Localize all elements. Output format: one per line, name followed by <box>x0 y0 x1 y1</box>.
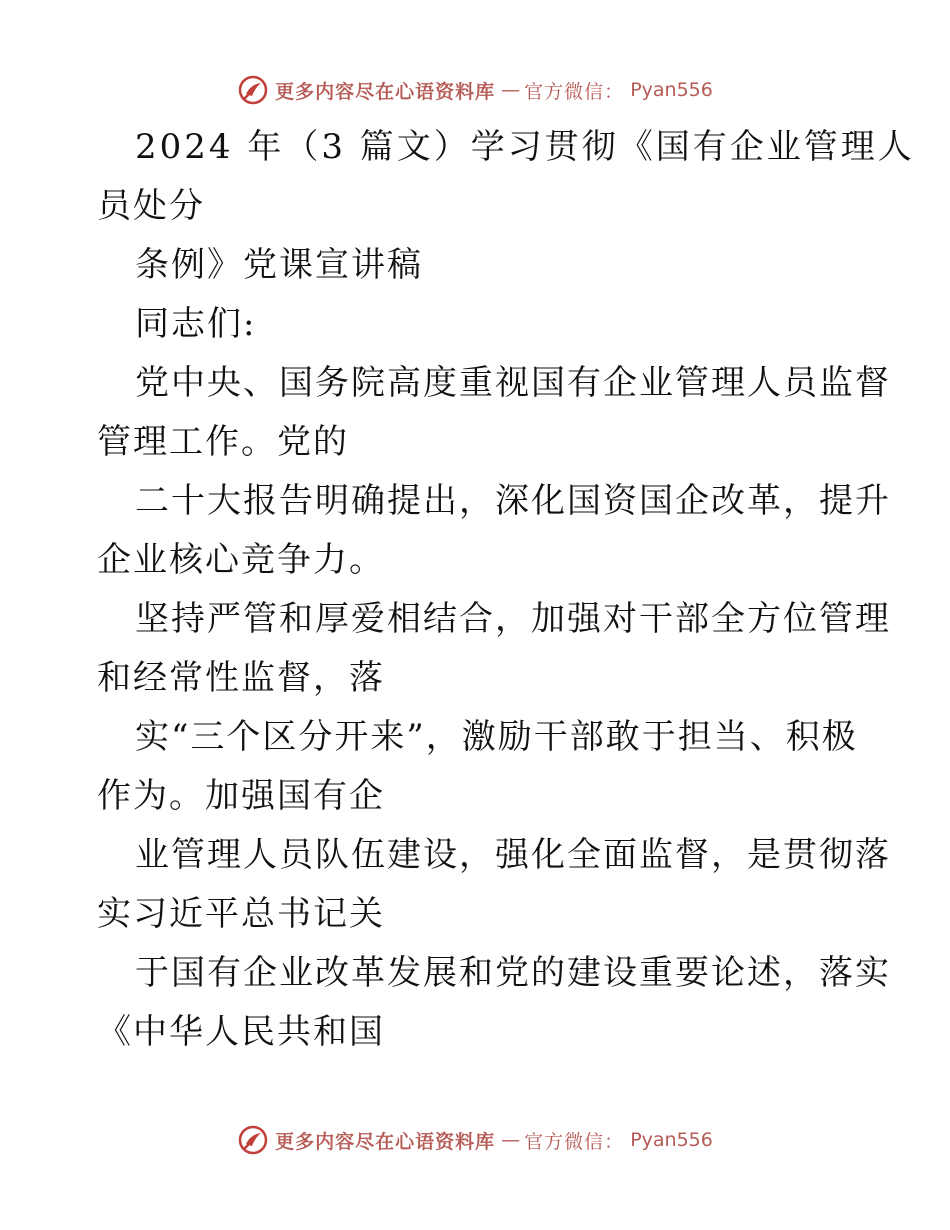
header-watermark-banner <box>0 70 950 110</box>
paragraph-line: 业管理人员队伍建设，强化全面监督，是贯彻落 <box>135 835 891 875</box>
document-body <box>97 118 915 1062</box>
banner-wechat-label: 官方微信： <box>524 80 625 103</box>
document-title-line: 2024 年（3 篇文）学习贯彻《国有企业管理人 <box>135 127 915 167</box>
paragraph-line: 实习近平总书记关 <box>97 894 385 934</box>
paragraph-line: 坚持严管和厚爱相结合，加强对干部全方位管理 <box>135 599 891 639</box>
paragraph-line: 《中华人民共和国 <box>97 1012 385 1052</box>
banner-wechat-id: Pyan556 <box>630 79 713 101</box>
paragraph-line: 二十大报告明确提出，深化国资国企改革，提升 <box>135 481 891 521</box>
paragraph-line: 管理工作。党的 <box>97 422 349 462</box>
banner-dash: — <box>501 1129 519 1151</box>
paragraph-line: 同志们: <box>135 304 257 344</box>
banner-wechat-id: Pyan556 <box>630 1129 713 1151</box>
paragraph-line: 作为。加强国有企 <box>97 776 385 816</box>
banner-dash: — <box>501 79 519 101</box>
paragraph-line: 企业核心竞争力。 <box>97 540 385 580</box>
paragraph-line: 于国有企业改革发展和党的建设重要论述，落实 <box>135 953 891 993</box>
paragraph-line: 实“三个区分开来”，激励干部敢于担当、积极 <box>135 717 858 757</box>
paragraph-line: 党中央、国务院高度重视国有企业管理人员监督 <box>135 363 891 403</box>
footer-watermark-banner <box>0 1120 950 1160</box>
banner-site-text: 更多内容尽在心语资料库 <box>275 80 496 103</box>
document-title-line: 员处分 <box>97 186 205 226</box>
brand-logo-icon <box>237 74 269 106</box>
document-title-line: 条例》党课宣讲稿 <box>135 245 423 285</box>
banner-site-text: 更多内容尽在心语资料库 <box>275 1130 496 1153</box>
banner-wechat-label: 官方微信： <box>524 1130 625 1153</box>
brand-logo-icon <box>237 1124 269 1156</box>
paragraph-line: 和经常性监督，落 <box>97 658 385 698</box>
